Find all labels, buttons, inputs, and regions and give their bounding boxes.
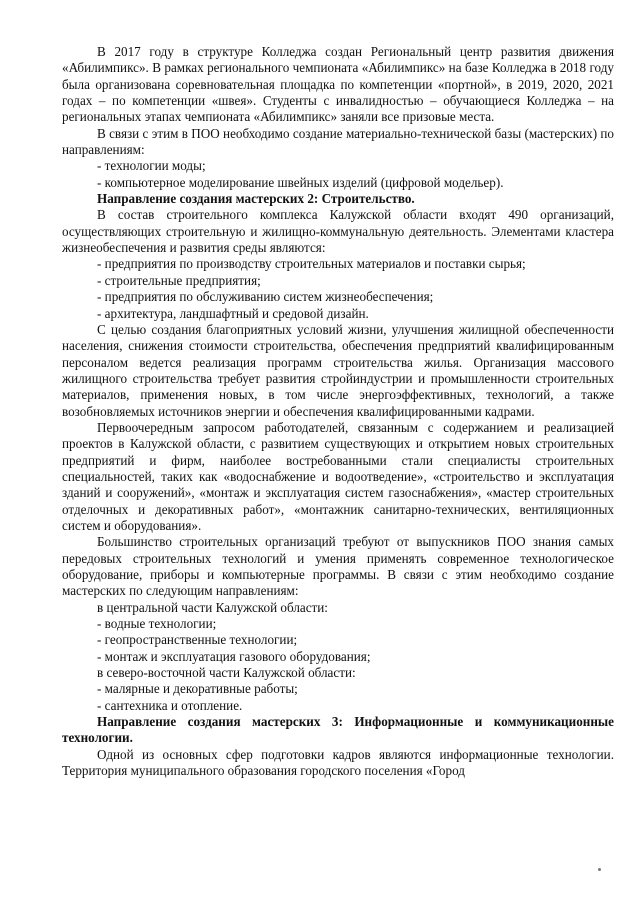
list-item: в северо-восточной части Калужской области: <box>97 665 356 681</box>
list-item: - предприятия по производству строительных материалов и поставки сырья; <box>97 256 526 272</box>
paragraph: В состав строительного комплекса Калужской области входят 490 организаций, осуществляющих строительную и жилищно-коммунальную деятельность. Элементами кластера жизнеобеспечения и развития среды являются: <box>62 207 614 256</box>
list-item: - сантехника и отопление. <box>97 697 243 713</box>
section-heading: Направление создания мастерских 2: Строительство. <box>97 191 415 207</box>
scan-speck <box>598 868 601 871</box>
list-item: - водные технологии; <box>97 616 217 632</box>
paragraph: В связи с этим в ПОО необходимо создание материально-технической базы (мастерских) по направлениям: <box>62 125 614 158</box>
paragraph: Большинство строительных организаций требуют от выпускников ПОО знания самых передовых строительных технологий и умения применять современное технологическое оборудование, приборы и компьютерные программы. В связи с этим необходимо создание мастерских по следующим направлениям: <box>62 534 614 599</box>
list-item: - геопространственные технологии; <box>97 632 298 648</box>
list-item: - архитектура, ландшафтный и средовой дизайн. <box>97 305 369 321</box>
list-item: - малярные и декоративные работы; <box>97 681 298 697</box>
list-item: в центральной части Калужской области: <box>97 599 328 615</box>
list-item: - компьютерное моделирование швейных изделий (цифровой модельер). <box>97 174 504 190</box>
list-item: - предприятия по обслуживанию систем жизнеобеспечения; <box>97 289 434 305</box>
paragraph: С целью создания благоприятных условий жизни, улучшения жилищной обеспеченности населения, снижения стоимости строительства, обеспечения предприятий квалифицированным персоналом ведется реализация программ строительства жилья. Организация массового жилищного строительства требует развития стройиндустрии и промышленности строительных материалов, применения новых, в том числе энергоэффективных, технологий, а также возобновляемых источников энергии и обеспечения квалифицированными кадрами. <box>62 321 614 419</box>
paragraph: В 2017 году в структуре Колледжа создан Региональный центр развития движения «Абилимпикс». В рамках регионального чемпионата «Абилимпикс» на базе Колледжа в 2018 году была организована соревновательная площадка по компетенции «портной», в 2019, 2020, 2021 годах – по компетенции «швея». Студенты с инвалидностью – обучающиеся Колледжа – на региональных этапах чемпионата «Абилимпикс» заняли все призовые места. <box>62 44 614 125</box>
list-item: - монтаж и эксплуатация газового оборудования; <box>97 648 371 664</box>
paragraph: Одной из основных сфер подготовки кадров являются информационные технологии. Территория муниципального образования городского поселения «Город <box>62 746 614 779</box>
document-body <box>62 44 614 779</box>
section-heading: Направление создания мастерских 3: Информационные и коммуникационные технологии. <box>62 714 614 746</box>
paragraph: Первоочередным запросом работодателей, связанным с содержанием и реализацией проектов в Калужской области, с развитием существующих и открытием новых строительных предприятий и фирм, наиболее востребованными стали специалисты строительных специальностей, таких как «водоснабжение и водоотведение», «строительство и эксплуатация зданий и сооружений», «монтаж и эксплуатация систем газоснабжения», «мастер строительных отделочных и декоративных работ», «монтажник санитарно-технических, вентиляционных систем и оборудования». <box>62 419 614 533</box>
list-item: - технологии моды; <box>97 158 206 174</box>
list-item: - строительные предприятия; <box>97 272 261 288</box>
